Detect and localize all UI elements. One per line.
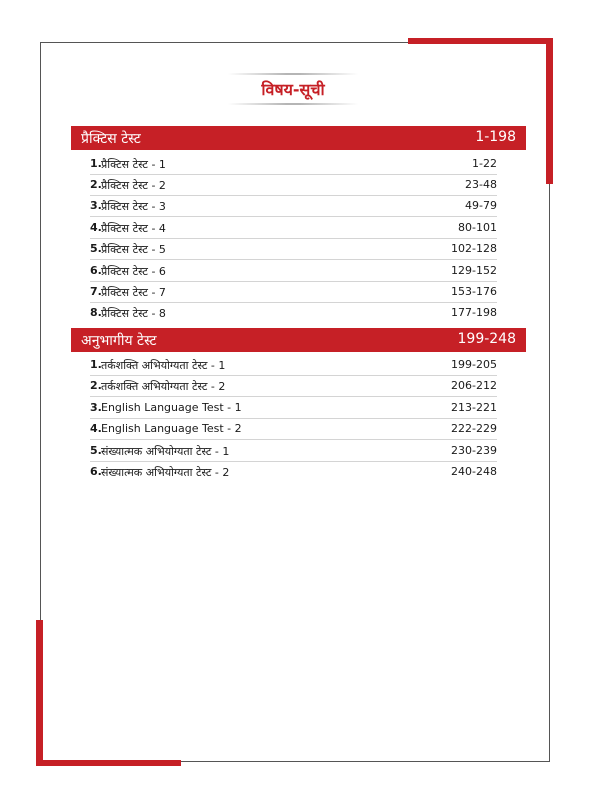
- title-bottom-rule: [228, 103, 358, 105]
- item-number: 3.: [90, 199, 102, 212]
- item-pages: 23-48: [465, 178, 497, 191]
- toc-row[interactable]: [90, 397, 497, 419]
- page-title: विषय-सूची: [261, 80, 325, 99]
- toc-row[interactable]: [90, 440, 497, 462]
- section-name: अनुभागीय टेस्ट: [81, 333, 157, 349]
- item-pages: 240-248: [451, 465, 497, 478]
- item-label: English Language Test - 2: [101, 422, 242, 435]
- item-pages: 230-239: [451, 444, 497, 457]
- item-number: 6.: [90, 264, 102, 277]
- title-top-rule: [228, 73, 358, 75]
- item-pages: 213-221: [451, 401, 497, 414]
- item-pages: 177-198: [451, 306, 497, 319]
- item-number: 2.: [90, 379, 102, 392]
- top-right-accent-bar: [408, 38, 553, 44]
- toc-row[interactable]: [90, 217, 497, 239]
- item-label: प्रैक्टिस टेस्ट - 8: [101, 307, 166, 320]
- item-pages: 49-79: [465, 199, 497, 212]
- toc-row[interactable]: [90, 281, 497, 303]
- toc-row[interactable]: [90, 260, 497, 282]
- item-pages: 1-22: [472, 157, 497, 170]
- section-name: प्रैक्टिस टेस्ट: [81, 131, 141, 147]
- item-label: प्रैक्टिस टेस्ट - 2: [101, 179, 166, 192]
- item-label: प्रैक्टिस टेस्ट - 4: [101, 222, 166, 235]
- item-number: 8.: [90, 306, 102, 319]
- item-pages: 222-229: [451, 422, 497, 435]
- item-pages: 80-101: [458, 221, 497, 234]
- bottom-left-accent-bar: [36, 760, 181, 766]
- item-number: 1.: [90, 157, 102, 170]
- toc-row[interactable]: [90, 238, 497, 260]
- item-number: 5.: [90, 242, 102, 255]
- toc-row[interactable]: [90, 354, 497, 376]
- section-header-practice-tests: [71, 126, 526, 150]
- section-range: 1-198: [475, 129, 516, 145]
- toc-row[interactable]: [90, 375, 497, 397]
- item-pages: 153-176: [451, 285, 497, 298]
- item-label: संख्यात्मक अभियोग्यता टेस्ट - 2: [101, 466, 230, 479]
- item-pages: 129-152: [451, 264, 497, 277]
- item-label: प्रैक्टिस टेस्ट - 5: [101, 243, 166, 256]
- item-label: प्रैक्टिस टेस्ट - 1: [101, 158, 166, 171]
- item-number: 1.: [90, 358, 102, 371]
- item-pages: 199-205: [451, 358, 497, 371]
- left-accent-bar: [36, 620, 43, 766]
- toc-row[interactable]: [90, 461, 497, 482]
- item-number: 2.: [90, 178, 102, 191]
- toc-row[interactable]: [90, 153, 497, 175]
- item-label: प्रैक्टिस टेस्ट - 7: [101, 286, 166, 299]
- item-label: प्रैक्टिस टेस्ट - 6: [101, 265, 166, 278]
- item-number: 4.: [90, 422, 102, 435]
- item-label: English Language Test - 1: [101, 401, 242, 414]
- item-pages: 206-212: [451, 379, 497, 392]
- item-label: संख्यात्मक अभियोग्यता टेस्ट - 1: [101, 445, 230, 458]
- toc-row[interactable]: [90, 195, 497, 217]
- item-number: 6.: [90, 465, 102, 478]
- item-label: प्रैक्टिस टेस्ट - 3: [101, 200, 166, 213]
- section-range: 199-248: [457, 331, 516, 347]
- item-number: 4.: [90, 221, 102, 234]
- item-number: 5.: [90, 444, 102, 457]
- item-pages: 102-128: [451, 242, 497, 255]
- toc-row[interactable]: [90, 418, 497, 440]
- item-label: तर्कशक्ति अभियोग्यता टेस्ट - 2: [101, 380, 226, 393]
- title-block: [228, 73, 358, 105]
- item-number: 7.: [90, 285, 102, 298]
- item-label: तर्कशक्ति अभियोग्यता टेस्ट - 1: [101, 359, 226, 372]
- toc-row[interactable]: [90, 174, 497, 196]
- section-header-sectional-tests: [71, 328, 526, 352]
- toc-row[interactable]: [90, 302, 497, 323]
- item-number: 3.: [90, 401, 102, 414]
- right-accent-bar: [546, 38, 553, 184]
